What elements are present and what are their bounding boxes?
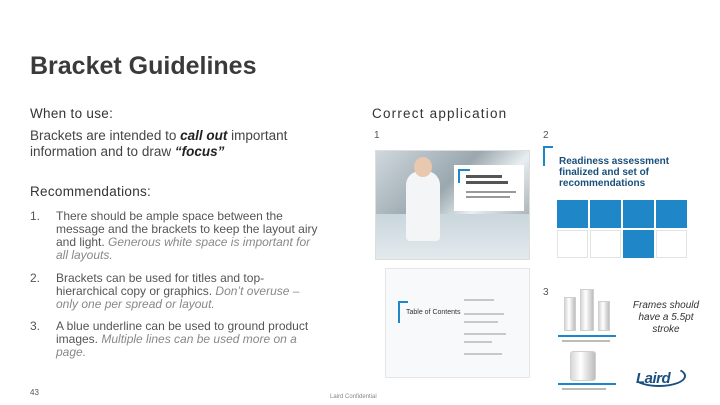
example-number-3: 3	[543, 287, 549, 298]
toc-line	[464, 313, 504, 315]
list-item-text	[56, 272, 321, 311]
brackets-intro-pre: Brackets are intended to	[30, 128, 181, 143]
photo-scientist	[406, 171, 440, 241]
brackets-intro-mid: important information and to draw	[30, 128, 288, 159]
grid-cell	[590, 200, 621, 228]
footer-confidential: Laird Confidential	[330, 394, 377, 400]
list-item-number: 2.	[30, 271, 41, 285]
product-bottle	[564, 297, 576, 331]
list-item-note: Multiple lines can be used more on a page.	[56, 332, 297, 359]
brackets-intro-emph-focus: “focus”	[174, 144, 225, 159]
photo-bench	[376, 214, 529, 259]
when-to-use-heading: When to use:	[30, 106, 114, 121]
toc-line	[464, 353, 502, 355]
list-item-note: Don’t overuse – only one per spread or layout.	[56, 284, 300, 311]
readiness-grid	[557, 200, 691, 260]
toc-line	[464, 341, 492, 343]
example-toc-title: Table of Contents	[406, 309, 461, 316]
grid-cell	[656, 230, 687, 258]
list-item-text	[56, 320, 321, 359]
recommendations-heading: Recommendations:	[30, 184, 152, 199]
list-item-body: There should be ample space between the message and the brackets to keep the layout airy and light.	[56, 209, 318, 249]
example-readiness-graphic	[543, 146, 691, 241]
caption-line	[562, 340, 610, 342]
list-item-number: 3.	[30, 319, 41, 333]
callout-text-line	[466, 175, 502, 178]
callout-text-line	[466, 181, 508, 184]
brackets-intro-emph-callout: call out	[180, 128, 228, 143]
brackets-intro	[30, 128, 350, 160]
example-product-images	[556, 285, 618, 401]
grid-cell	[590, 230, 621, 258]
page-number: 43	[30, 388, 39, 397]
blue-underline	[558, 383, 616, 385]
product-bottle	[598, 301, 610, 331]
toc-line	[464, 321, 498, 323]
toc-line	[464, 299, 494, 301]
example-readiness-title: Readiness assessment finalized and set of recommendations	[559, 156, 670, 189]
list-item-note: Generous white space is important for all layouts.	[56, 235, 311, 262]
blue-underline	[558, 335, 616, 337]
caption-line	[562, 388, 606, 390]
grid-cell	[656, 200, 687, 228]
product-bottle	[580, 289, 594, 331]
bracket-icon	[543, 146, 553, 166]
list-item-body: A blue underline can be used to ground product images.	[56, 319, 309, 346]
grid-cell	[557, 230, 588, 258]
photo-scientist-head	[414, 157, 432, 177]
example-table-of-contents	[385, 268, 530, 378]
laird-logo: Laird	[636, 370, 671, 387]
grid-cell	[557, 200, 588, 228]
frames-note: Frames should have a 5.5pt stroke	[632, 300, 700, 335]
example-number-1: 1	[374, 130, 380, 141]
page-title: Bracket Guidelines	[30, 52, 257, 80]
list-item-number: 1.	[30, 209, 41, 223]
list-item-text	[56, 210, 321, 262]
callout-text-line	[466, 196, 510, 198]
example-lab-photo	[375, 150, 530, 260]
callout-text-line	[466, 191, 516, 193]
product-jar	[570, 351, 596, 381]
list-item-body: Brackets can be used for titles and top-hierarchical copy or graphics.	[56, 271, 265, 298]
grid-cell	[623, 230, 654, 258]
correct-application-heading: Correct application	[372, 106, 508, 121]
example-number-2: 2	[543, 130, 549, 141]
grid-cell	[623, 200, 654, 228]
toc-line	[464, 333, 506, 335]
